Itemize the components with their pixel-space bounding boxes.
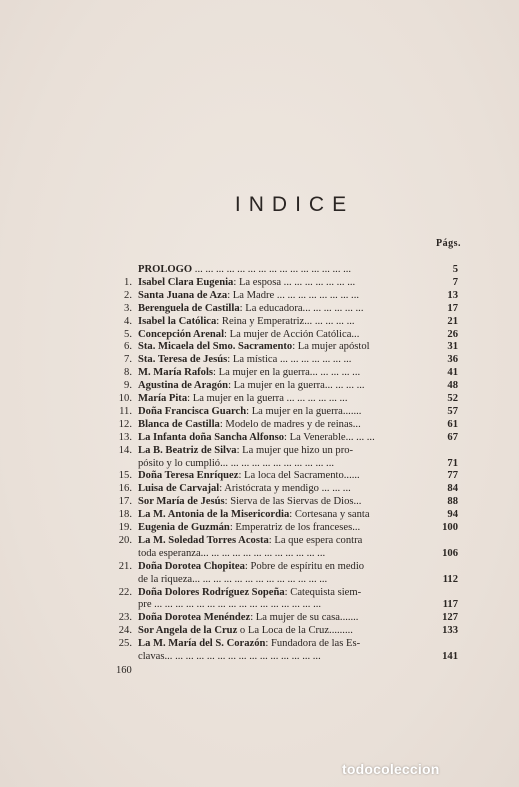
entry-title bbox=[138, 573, 428, 586]
entry-number: 15. bbox=[118, 470, 132, 482]
entry-description: : La mujer en la guerra....... bbox=[246, 405, 362, 417]
entry-page: 7 bbox=[452, 276, 458, 288]
entry-number: 21. bbox=[118, 560, 132, 572]
toc-entry bbox=[0, 263, 519, 276]
entry-page: 61 bbox=[447, 418, 458, 430]
toc-entry bbox=[0, 573, 519, 586]
entry-name: Isabel Clara Eugenia bbox=[138, 276, 234, 288]
entry-page: 84 bbox=[447, 483, 458, 495]
entry-number: 3. bbox=[124, 302, 132, 314]
entry-number: 8. bbox=[124, 367, 132, 379]
entry-name: María Pita bbox=[138, 393, 188, 404]
entry-number: 5. bbox=[124, 328, 132, 340]
entry-number: 7. bbox=[124, 354, 132, 366]
entry-name: Sta. Teresa de Jesús bbox=[138, 354, 228, 366]
toc-entry bbox=[0, 547, 519, 560]
entry-number: 17. bbox=[118, 496, 132, 508]
toc-entry bbox=[0, 611, 519, 624]
entry-name: Concepción Arenal bbox=[138, 328, 225, 340]
toc-entry bbox=[0, 637, 519, 650]
entry-description: ... ... ... ... ... ... ... ... ... ... ... ... ... ... ... bbox=[192, 264, 352, 275]
entry-number: 19. bbox=[118, 522, 132, 533]
toc-entry bbox=[0, 534, 519, 547]
toc-entry bbox=[0, 495, 519, 508]
toc-entry bbox=[0, 624, 519, 637]
page-title: INDICE bbox=[234, 193, 355, 216]
entry-description: : La mujer en la guerra ... ... ... ... ... ... bbox=[187, 393, 348, 404]
entry-page: 57 bbox=[447, 405, 458, 417]
toc-entry bbox=[0, 276, 519, 289]
entry-number: 4. bbox=[124, 315, 132, 327]
entry-description: : La que espera contra bbox=[268, 534, 363, 546]
entry-page: 31 bbox=[447, 341, 458, 353]
entry-number: 18. bbox=[118, 509, 132, 521]
entry-description: : Reina y Emperatriz... ... ... ... ... bbox=[216, 315, 355, 327]
entry-name: M. María Rafols bbox=[138, 367, 214, 379]
entry-page: 127 bbox=[442, 612, 458, 624]
entry-description: : La mujer apóstol bbox=[292, 341, 370, 353]
entry-title bbox=[138, 534, 428, 547]
toc-entry bbox=[0, 482, 519, 495]
entry-name: La M. María del S. Corazón bbox=[138, 638, 266, 650]
entry-description: pre ... ... ... ... ... ... ... ... ... ... ... ... ... ... ... ... bbox=[138, 599, 322, 611]
entry-title bbox=[138, 328, 428, 341]
entry-page: 141 bbox=[442, 651, 458, 662]
toc-entry bbox=[0, 302, 519, 315]
entry-title bbox=[138, 444, 428, 457]
entry-name: La M. Soledad Torres Acosta bbox=[138, 534, 269, 546]
entry-page: 67 bbox=[447, 431, 458, 443]
entry-description: : La mujer que hizo un pro- bbox=[236, 444, 354, 456]
entry-description: : Cortesana y santa bbox=[289, 509, 370, 521]
entry-number: 22. bbox=[118, 586, 132, 598]
entry-description: : Pobre de espíritu en medio bbox=[244, 560, 365, 572]
toc-entry bbox=[0, 418, 519, 431]
entry-description: : La loca del Sacramento...... bbox=[238, 470, 360, 482]
toc-entry bbox=[0, 431, 519, 444]
toc-entry bbox=[0, 521, 519, 534]
toc-entry bbox=[0, 469, 519, 482]
entry-page: 48 bbox=[447, 380, 458, 392]
entry-page: 106 bbox=[442, 547, 458, 559]
toc-entry bbox=[0, 560, 519, 573]
toc-entry bbox=[0, 289, 519, 302]
entry-name: Doña Dolores Rodríguez Sopeña bbox=[138, 586, 285, 598]
entry-title bbox=[138, 624, 428, 637]
entry-title bbox=[138, 302, 428, 315]
entry-number: 6. bbox=[124, 341, 132, 353]
entry-number: 14. bbox=[118, 444, 132, 456]
entry-description: : La mujer de su casa....... bbox=[250, 612, 359, 624]
toc-entry bbox=[0, 586, 519, 599]
toc-entry bbox=[0, 315, 519, 328]
entry-page: 117 bbox=[442, 599, 458, 611]
entry-name: Luisa de Carvajal bbox=[138, 483, 220, 495]
entry-page: 112 bbox=[442, 573, 458, 585]
entry-title bbox=[138, 379, 428, 392]
entry-title bbox=[138, 431, 428, 444]
entry-page: 71 bbox=[447, 457, 458, 469]
entry-page: 26 bbox=[447, 328, 458, 340]
entry-description: : La mujer en la guerra... ... ... ... ... bbox=[213, 367, 361, 379]
toc-entry bbox=[0, 444, 519, 457]
entry-description: : La educadora... ... ... ... ... ... bbox=[239, 302, 364, 314]
entry-description: : La esposa ... ... ... ... ... ... ... bbox=[233, 276, 356, 288]
toc-entry bbox=[0, 508, 519, 521]
entry-name: Isabel la Católica bbox=[138, 315, 217, 327]
entry-page: 21 bbox=[447, 315, 458, 327]
entry-description: : Emperatriz de los franceses... bbox=[229, 522, 361, 533]
entry-number: 13. bbox=[118, 431, 132, 443]
toc-entry bbox=[0, 340, 519, 353]
entry-title bbox=[138, 521, 428, 534]
entry-name: Doña Dorotea Menéndez bbox=[138, 612, 251, 624]
entry-description: de la riqueza... ... ... ... ... ... ... ... ... ... ... ... ... bbox=[138, 573, 328, 585]
toc-entry bbox=[0, 379, 519, 392]
entry-page: 88 bbox=[447, 496, 458, 508]
toc-entry bbox=[0, 405, 519, 418]
entry-title bbox=[138, 495, 428, 508]
entry-name: La M. Antonia de la Misericordia bbox=[138, 509, 290, 521]
entry-description: pósito y lo cumplió... ... ... ... ... ... ... ... ... ... ... bbox=[138, 457, 334, 469]
entry-name: Santa Juana de Aza bbox=[138, 289, 228, 301]
entry-page: 77 bbox=[447, 470, 458, 482]
entry-name: La B. Beatriz de Silva bbox=[138, 444, 237, 456]
entry-page: 94 bbox=[447, 509, 458, 521]
entry-title bbox=[138, 598, 428, 611]
entry-number: 2. bbox=[124, 289, 132, 301]
entry-description: : La mujer de Acción Católica... bbox=[224, 328, 360, 340]
entry-title bbox=[138, 315, 428, 328]
entry-name: La Infanta doña Sancha Alfonso bbox=[138, 431, 285, 443]
entry-title bbox=[138, 482, 428, 495]
toc-entry bbox=[0, 650, 519, 663]
entry-name: Agustina de Aragón bbox=[138, 380, 229, 392]
entry-number: 12. bbox=[118, 418, 132, 430]
entry-description: : La mística ... ... ... ... ... ... ... bbox=[227, 354, 352, 366]
entry-number: 20. bbox=[118, 534, 132, 546]
entry-number: 10. bbox=[118, 393, 132, 404]
entry-page: 133 bbox=[442, 625, 458, 637]
entry-title bbox=[138, 366, 428, 379]
watermark: todocoleccion bbox=[342, 761, 440, 777]
entry-title bbox=[138, 650, 428, 663]
entry-title bbox=[138, 637, 428, 650]
entry-page: 17 bbox=[447, 302, 458, 314]
entry-description: : La Madre ... ... ... ... ... ... ... ... bbox=[227, 289, 359, 301]
pages-column-label: Págs. bbox=[436, 238, 461, 249]
entry-description: : Sierva de las Siervas de Dios... bbox=[224, 496, 362, 508]
entry-title bbox=[138, 418, 428, 431]
entry-number: 11. bbox=[119, 405, 132, 417]
entry-description: : La mujer en la guerra... ... ... ... bbox=[228, 380, 365, 392]
entry-number: 24. bbox=[118, 625, 132, 637]
entry-page: 13 bbox=[447, 289, 458, 301]
entry-number: 25. bbox=[118, 638, 132, 650]
entry-title bbox=[138, 611, 428, 624]
entry-name: Doña Teresa Enríquez bbox=[138, 470, 239, 482]
entry-title bbox=[138, 560, 428, 573]
entry-page: 36 bbox=[447, 354, 458, 366]
entry-number: 9. bbox=[124, 380, 132, 392]
entry-description: : Modelo de madres y de reinas... bbox=[219, 418, 361, 430]
entry-title bbox=[138, 340, 428, 353]
entry-description: toda esperanza... ... ... ... ... ... ... ... ... ... ... ... bbox=[138, 547, 326, 559]
entry-title bbox=[138, 289, 428, 302]
entry-title bbox=[138, 353, 428, 366]
entry-page: 41 bbox=[447, 367, 458, 379]
entry-title bbox=[138, 469, 428, 482]
toc-entry bbox=[0, 457, 519, 470]
entry-page: 100 bbox=[442, 522, 458, 533]
entry-title bbox=[138, 547, 428, 560]
page-number: 160 bbox=[116, 665, 132, 676]
entry-number: 23. bbox=[118, 612, 132, 624]
entry-page: 5 bbox=[452, 264, 458, 275]
entry-name: PROLOGO bbox=[138, 264, 193, 275]
entry-title bbox=[138, 276, 428, 289]
entry-name: Berenguela de Castilla bbox=[138, 302, 240, 314]
entry-name: Doña Dorotea Chopitea bbox=[138, 560, 245, 572]
entry-name: Doña Francisca Guarch bbox=[138, 405, 247, 417]
entry-name: Eugenia de Guzmán bbox=[138, 522, 230, 533]
entry-title bbox=[138, 405, 428, 418]
entry-number: 1. bbox=[124, 276, 132, 288]
entry-title bbox=[138, 586, 428, 599]
entry-description: : Aristócrata y mendigo ... ... ... bbox=[219, 483, 351, 495]
entry-name: Sor Angela de la Cruz bbox=[138, 625, 238, 637]
toc-entry bbox=[0, 598, 519, 611]
entry-title bbox=[138, 457, 428, 470]
entry-title bbox=[138, 263, 428, 276]
entry-description: : Fundadora de las Es- bbox=[265, 638, 361, 650]
entry-name: Blanca de Castilla bbox=[138, 418, 220, 430]
entry-description: : Catequista siem- bbox=[284, 586, 362, 598]
entry-name: Sor María de Jesús bbox=[138, 496, 225, 508]
entry-title bbox=[138, 508, 428, 521]
toc-entry bbox=[0, 366, 519, 379]
toc-entry bbox=[0, 328, 519, 341]
entry-description: o La Loca de la Cruz......... bbox=[237, 625, 353, 637]
entry-description: : La Venerable... ... ... bbox=[284, 431, 375, 443]
toc-entry bbox=[0, 353, 519, 366]
entry-description: clavas... ... ... ... ... ... ... ... ... ... ... ... ... ... ... bbox=[138, 651, 321, 662]
entry-title bbox=[138, 392, 428, 405]
entry-name: Sta. Micaela del Smo. Sacramento bbox=[138, 341, 293, 353]
entry-page: 52 bbox=[447, 393, 458, 404]
toc-entry bbox=[0, 392, 519, 405]
entry-number: 16. bbox=[118, 483, 132, 495]
